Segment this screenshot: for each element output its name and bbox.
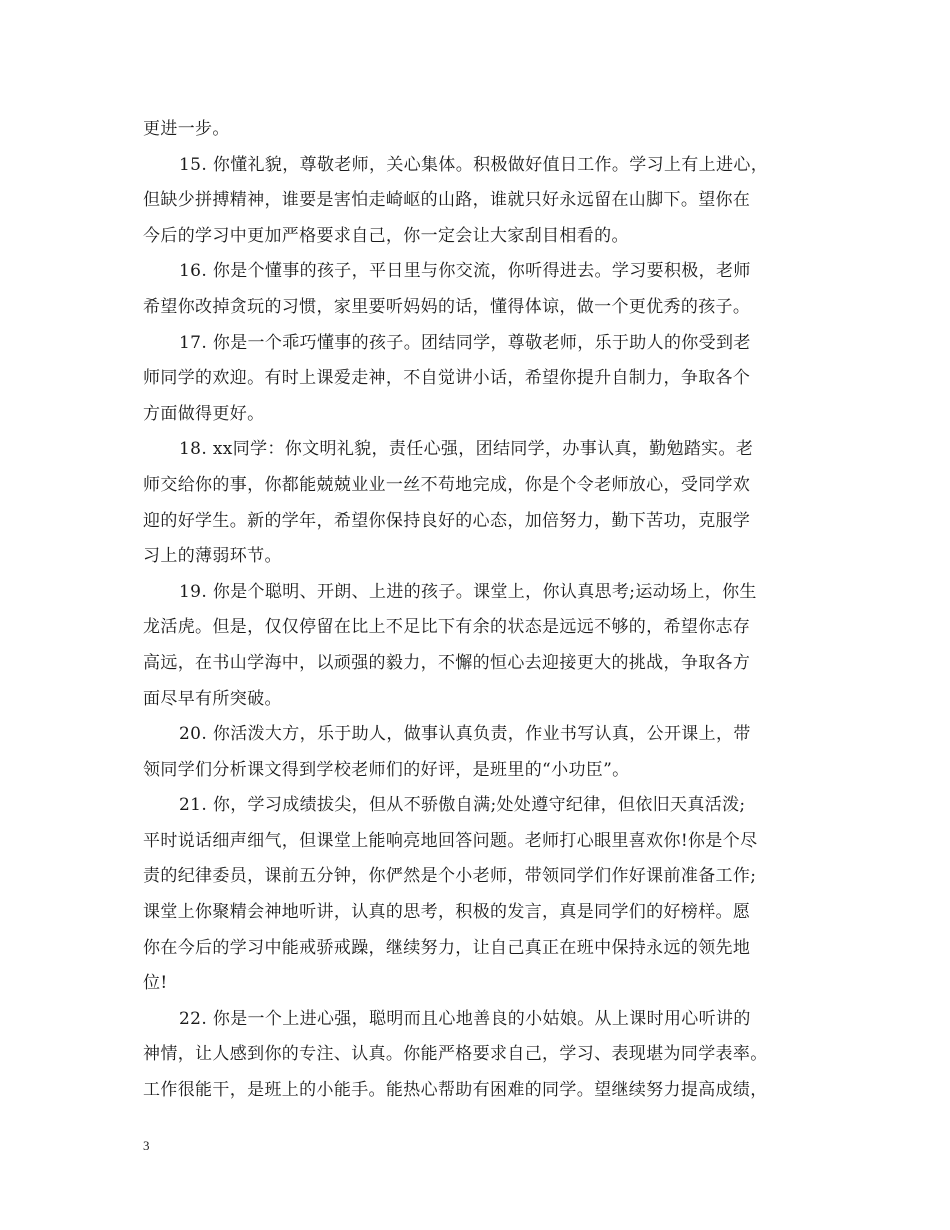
text-line: 龙活虎。但是，仅仅停留在比上不足比下有余的状态是远远不够的，希望你志存 xyxy=(143,617,751,638)
text-line: 神情，让人感到你的专注、认真。你能严格要求自己，学习、表现堪为同学表率。 xyxy=(143,1044,768,1065)
text-line: 平时说话细声细气，但课堂上能响亮地回答问题。老师打心眼里喜欢你!你是个尽 xyxy=(143,830,758,851)
text-line: 领同学们分析课文得到学校老师们的好评，是班里的“小功臣”。 xyxy=(143,759,630,780)
text-line: 方面做得更好。 xyxy=(143,403,265,424)
text-line: 课堂上你聚精会神地听讲，认真的思考，积极的发言，真是同学们的好榜样。愿 xyxy=(143,902,751,923)
text-line: 18. xx同学：你文明礼貌，责任心强，团结同学，办事认真，勤勉踏实。老 xyxy=(179,439,754,460)
text-line: 19. 你是个聪明、开朗、上进的孩子。课堂上，你认真思考;运动场上，你生 xyxy=(179,581,757,602)
text-line: 16. 你是个懂事的孩子，平日里与你交流，你听得进去。学习要积极，老师 xyxy=(179,261,751,282)
text-line: 更进一步。 xyxy=(143,119,230,139)
text-line: 22. 你是一个上进心强，聪明而且心地善良的小姑娘。从上课时用心听讲的 xyxy=(179,1008,751,1029)
text-line: 习上的薄弱环节。 xyxy=(143,546,282,567)
text-line: 20. 你活泼大方，乐于助人，做事认真负责，作业书写认真，公开课上，带 xyxy=(179,724,751,745)
text-line: 但缺少拼搏精神，谁要是害怕走崎岖的山路，谁就只好永远留在山脚下。望你在 xyxy=(143,190,751,211)
text-line: 责的纪律委员，课前五分钟，你俨然是个小老师，带领同学们作好课前准备工作; xyxy=(143,866,757,887)
text-line: 今后的学习中更加严格要求自己，你一定会让大家刮目相看的。 xyxy=(143,225,629,246)
document-body xyxy=(143,112,813,1109)
text-line: 希望你改掉贪玩的习惯，家里要听妈妈的话，懂得体谅，做一个更优秀的孩子。 xyxy=(143,296,751,317)
text-line: 迎的好学生。新的学年，希望你保持良好的心态，加倍努力，勤下苦功，克服学 xyxy=(143,510,751,531)
text-line: 21. 你，学习成绩拔尖，但从不骄傲自满;处处遵守纪律，但依旧天真活泼; xyxy=(179,795,746,816)
page-number: 3 xyxy=(143,1138,150,1153)
text-line: 师同学的欢迎。有时上课爱走神，不自觉讲小话，希望你提升自制力，争取各个 xyxy=(143,368,751,389)
text-line: 工作很能干，是班上的小能手。能热心帮助有困难的同学。望继续努力提高成绩， xyxy=(143,1080,768,1101)
text-line: 位! xyxy=(143,973,168,994)
text-line: 师交给你的事，你都能兢兢业业一丝不苟地完成，你是个令老师放心，受同学欢 xyxy=(143,474,751,495)
text-line: 17. 你是一个乖巧懂事的孩子。团结同学，尊敬老师，乐于助人的你受到老 xyxy=(179,332,751,353)
text-line: 你在今后的学习中能戒骄戒躁，继续努力，让自己真正在班中保持永远的领先地 xyxy=(143,937,751,958)
text-line: 高远，在书山学海中，以顽强的毅力，不懈的恒心去迎接更大的挑战，争取各方 xyxy=(143,652,751,673)
text-line: 15. 你懂礼貌，尊敬老师，关心集体。积极做好值日工作。学习上有上进心， xyxy=(179,154,769,175)
text-line: 面尽早有所突破。 xyxy=(143,688,282,709)
